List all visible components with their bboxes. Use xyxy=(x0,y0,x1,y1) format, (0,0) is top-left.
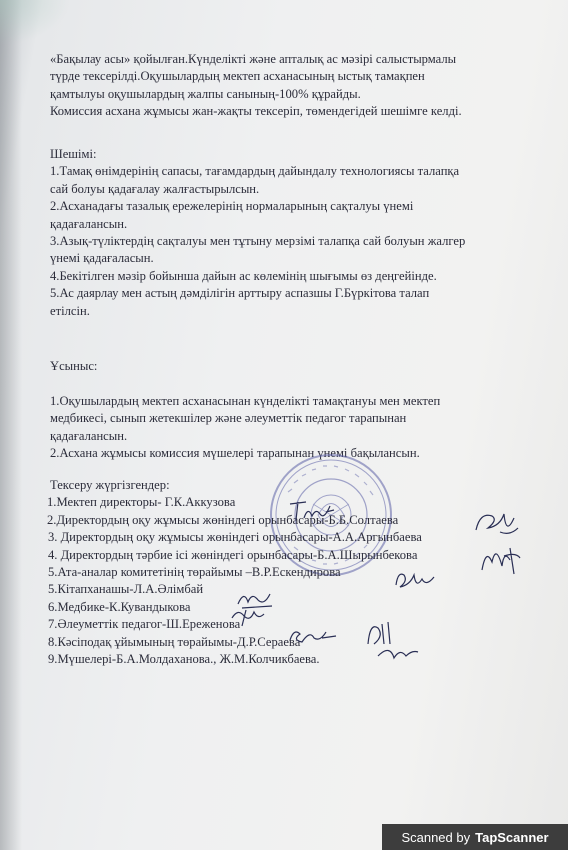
decision-section xyxy=(50,146,550,320)
decision-line: 2.Асханадағы тазалық ережелерінің нормаларының сақталуы үнемі xyxy=(50,199,414,214)
intro-paragraph xyxy=(50,51,550,121)
intro-line: Комиссия асхана жұмысы жан-жақты тексеріп, төмендегідей шешімге келді. xyxy=(50,104,462,119)
decision-line: 4.Бекітілген мәзір бойынша дайын ас көлемінің шығымы өз деңгейінде. xyxy=(50,268,437,283)
inspectors-title: Тексеру жүргізгендер: xyxy=(50,478,170,492)
decision-title: Шешімі: xyxy=(50,147,97,161)
decision-line: 5.Ас даярлау мен астың дәмділігін арттыру аспазшы Г.Бүркітова талап xyxy=(50,286,430,301)
decision-line: 1.Тамақ өнімдерінің сапасы, тағамдардың дайындалу технологиясы талапқа xyxy=(50,164,460,179)
inspector-line: 8.Кәсіподақ ұйымының төрайымы-Д.Р.Сераева xyxy=(48,634,301,649)
signature-deputy-2 xyxy=(474,540,522,580)
corner-stain xyxy=(0,0,70,45)
inspector-line: 3. Директордың оқу жұмысы жөніндегі орынбасары-А.А.Аргынбаева xyxy=(48,530,422,545)
signature-nurse xyxy=(228,604,274,628)
inspector-line: 6.Медбике-К.Кувандыкова xyxy=(48,599,191,614)
intro-line: «Бақылау асы» қойылған.Күнделікті және апталық ас мәзірі салыстырмалы xyxy=(50,52,457,66)
signature-director xyxy=(286,496,338,526)
proposal-title xyxy=(50,358,550,375)
inspector-line: 5.Кітапханашы-Л.А.Әлімбай xyxy=(48,582,204,597)
proposal-line: қадағалансын. xyxy=(50,428,128,443)
badge-brand: TapScanner xyxy=(475,829,549,845)
intro-line: түрде тексерілді.Оқушылардың мектеп асханасының ыстық тамақпен xyxy=(50,69,425,84)
signature-social-pedagogue xyxy=(286,624,338,650)
decision-line: 3.Азық-түліктердің сақталуы мен тұтыну мерзімі талапқа сай болуын жалгер xyxy=(50,234,466,249)
decision-line: етілсін. xyxy=(50,303,90,318)
inspector-line: 5.Ата-аналар комитетінің төрайымы –В.Р.Ескендирова xyxy=(48,565,341,580)
signature-deputy-1 xyxy=(470,506,522,544)
decision-line: сай болуы қадағалау жалғастырылсын. xyxy=(50,181,260,196)
inspector-line: 4. Директордың тәрбие ісі жөніндегі орынбасары-Б.А.Шырынбекова xyxy=(48,547,418,562)
proposal-line: медбикесі, сынып жетекшілер және әлеуметтік педагог тарапынан xyxy=(50,411,407,426)
proposal-line: 1.Оқушылардың мектеп асханасынан күнделікті тамақтануы мен мектеп xyxy=(50,394,441,408)
decision-line: үнемі қадағаласын. xyxy=(50,251,154,266)
inspector-line: 7.Әлеуметтік педагог-Ш.Ереженова xyxy=(48,617,241,632)
inspector-line: 1.Мектеп директоры- Г.К.Аккузова xyxy=(47,495,236,510)
signature-trade-union xyxy=(360,614,424,668)
decision-line: қадағалансын. xyxy=(50,216,128,231)
proposal-title-text: Ұсыныс: xyxy=(50,359,98,373)
proposal-line: 2.Асхана жұмысы комиссия мүшелері тарапынан үнемі бақылансын. xyxy=(50,446,420,461)
inspector-line: 2.Директордың оқу жұмысы жөніндегі орынбасары-Б.Б.Солтаева xyxy=(47,512,399,527)
badge-prefix: Scanned by xyxy=(401,829,471,845)
page-edge-shadow xyxy=(0,0,22,850)
intro-line: қамтылуы оқушылардың жалпы санының-100% құрайды. xyxy=(50,86,361,101)
inspector-line: 9.Мүшелері-Б.А.Молдаханова., Ж.М.Колчикбаева. xyxy=(48,652,320,667)
scanner-watermark-badge xyxy=(382,824,568,850)
signature-parents-committee xyxy=(392,565,438,595)
